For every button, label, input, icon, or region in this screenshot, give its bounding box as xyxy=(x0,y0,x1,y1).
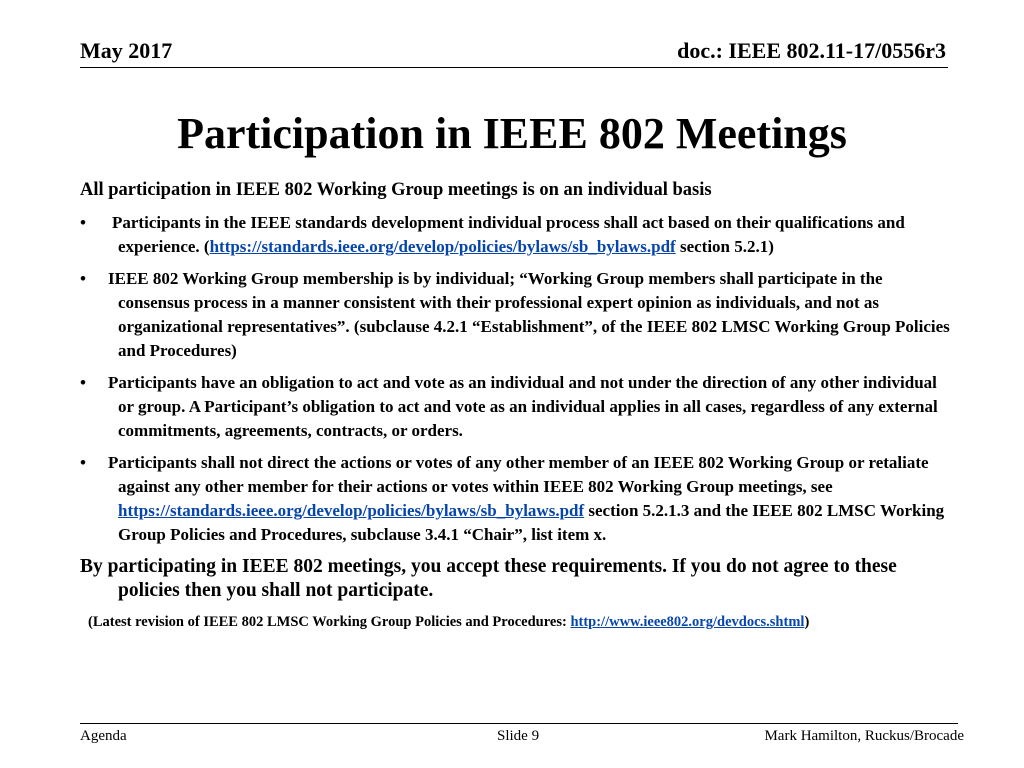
bylaws-link[interactable]: https://standards.ieee.org/develop/policies/bylaws/sb_bylaws.pdf xyxy=(118,501,585,520)
bullet-item-1 xyxy=(80,211,954,259)
footer-author: Mark Hamilton, Ruckus/Brocade xyxy=(764,728,964,744)
bylaws-link[interactable]: https://standards.ieee.org/develop/policies/bylaws/sb_bylaws.pdf xyxy=(209,237,676,256)
bullet-item-3 xyxy=(80,371,954,443)
footer-divider xyxy=(80,723,958,724)
slide-body xyxy=(80,178,954,633)
footer-slide-number: Slide 9 xyxy=(497,728,540,744)
bullet-text: Participants shall not direct the actions or votes of any other member of an IEEE 802 Working Group or retaliate against any other member for their actions or votes within IEEE 802 Working Group meetings, see https://standards.ieee.org/develop/policies/bylaws/sb_bylaws.pdf section 5.2.1.3 and the IEEE 802 LMSC Working Group Policies and Procedures, subclause 3.4.1 “Chair”, list item x. xyxy=(108,453,945,544)
bullet-item-4 xyxy=(80,451,954,547)
closing-statement: By participating in IEEE 802 meetings, you accept these requirements. If you do not agree to these policies then you shall not participate. xyxy=(80,556,897,601)
bullet-text: Participants have an obligation to act and vote as an individual and not under the direction of any other individual or group. A Participant’s obligation to act and vote as an individual applies in all cases, regardless of any external commitments, agreements, contracts, or orders. xyxy=(108,373,938,440)
bullet-text: IEEE 802 Working Group membership is by individual; “Working Group members shall participate in the consensus process in a manner consistent with their professional expert opinion as individuals, and not as organizational representatives”. (subclause 4.2.1 “Establishment”, of the IEEE 802 LMSC Working Group Policies and Procedures) xyxy=(108,269,950,360)
bullet-text: Participants in the IEEE standards development individual process shall act based on their qualifications and experience. (https://standards.ieee.org/develop/policies/bylaws/sb_bylaws.pdf section 5.2.1) xyxy=(112,213,905,256)
slide-title: Participation in IEEE 802 Meetings xyxy=(177,109,847,158)
bullet-marker: • xyxy=(80,373,86,392)
bullet-item-2 xyxy=(80,267,954,363)
header-divider xyxy=(80,67,948,68)
devdocs-link[interactable]: http://www.ieee802.org/devdocs.shtml xyxy=(570,614,805,630)
bullet-marker: • xyxy=(80,453,86,472)
footer-agenda: Agenda xyxy=(80,728,127,744)
header-date: May 2017 xyxy=(80,38,173,63)
latest-revision-note: (Latest revision of IEEE 802 LMSC Working Group Policies and Procedures: http://www.ieee802.org/devdocs.shtml) xyxy=(88,614,810,630)
bullet-marker: • xyxy=(80,269,86,288)
intro-statement: All participation in IEEE 802 Working Group meetings is on an individual basis xyxy=(80,180,712,200)
header-doc-id: doc.: IEEE 802.11-17/0556r3 xyxy=(677,38,946,63)
bullet-marker: • xyxy=(80,213,86,232)
